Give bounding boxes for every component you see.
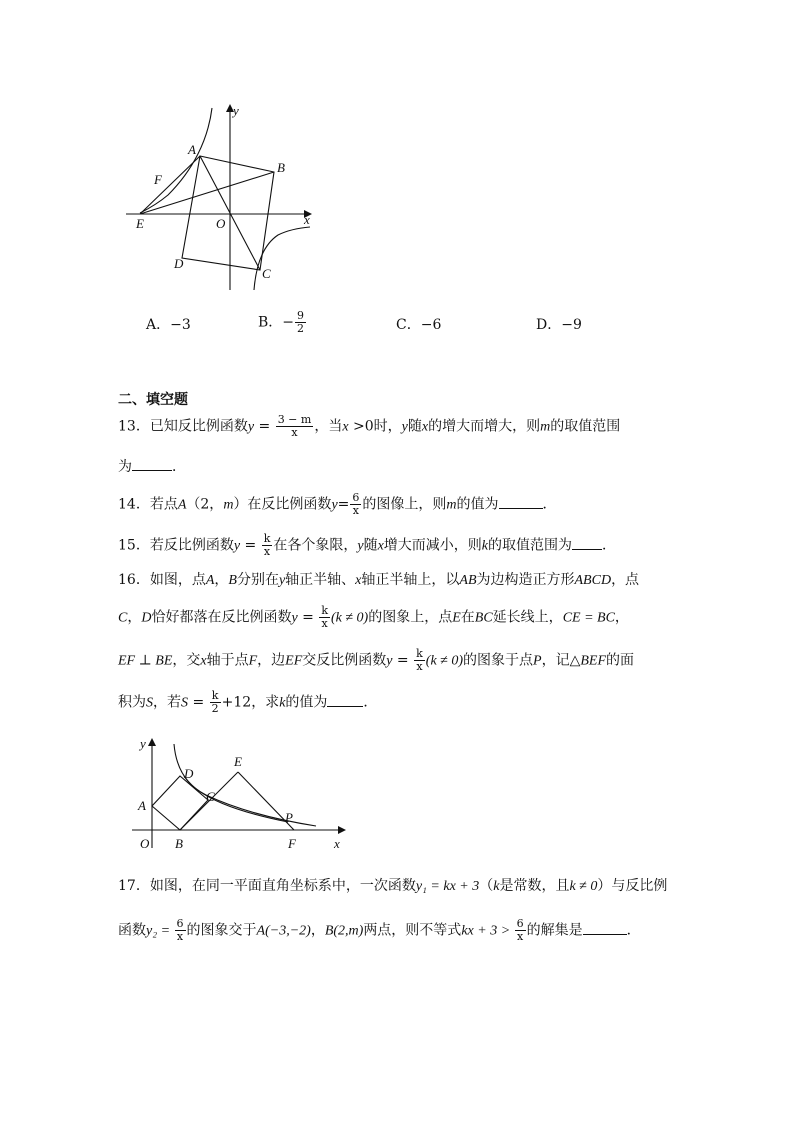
- q17-line2: 函数y₂ = $\frac{6}{x}$ 的图象交于A(−3,−2)，B(2,m)两点，则不等式kx + 3 > $\frac{6}{x}$ 的解集是 ．: [118, 917, 641, 943]
- q13-fraction: $\frac{3 - m}{x}$: [277, 413, 312, 439]
- q13-line1: 13．已知反比例函数y = $\frac{3 - m}{x}$ ，当x >0时，y随x的增大而增大，则m的取值范围: [118, 413, 621, 439]
- q17-fraction-2: $\frac{6}{x}$: [516, 917, 524, 943]
- q12-option-b[interactable]: B．− $\frac{9}{2}$: [258, 309, 305, 335]
- fig2-square-abcd: [152, 776, 208, 830]
- fig1-label-d: D: [174, 256, 184, 271]
- fig1-label-y: y: [233, 103, 239, 118]
- fig1-square-abcd: [182, 156, 274, 270]
- section-heading: 二、填空题: [118, 392, 188, 408]
- fig1-label-b: B: [277, 160, 285, 175]
- q16-fraction-1: $\frac{k}{x}$: [321, 604, 328, 630]
- fig1-label-f: F: [154, 172, 162, 187]
- fig1-hyperbola-left: [140, 108, 212, 213]
- figure-1: [118, 100, 328, 295]
- q17-fraction-1: $\frac{6}{x}$: [176, 917, 184, 943]
- q16-fraction-2: $\frac{k}{x}$: [416, 647, 423, 673]
- q16-line4: 积为S，若S = $\frac{k}{2}$ +12，求k的值为 ．: [118, 689, 378, 715]
- fig2-label-a: A: [138, 798, 146, 813]
- q13-line2: 为 ．: [118, 456, 186, 477]
- q14-answer-blank[interactable]: [499, 494, 543, 509]
- q14-fraction: $\frac{6}{x}$: [352, 491, 360, 517]
- q15-line: 15．若反比例函数y = $\frac{k}{x}$ 在各个象限，y随x增大而减小，则k的取值范围为 ．: [118, 532, 617, 558]
- q12-option-d[interactable]: D．−9: [536, 317, 582, 333]
- fig2-label-y: y: [140, 736, 146, 751]
- fig1-label-c: C: [262, 266, 271, 281]
- q12-b-fraction: $\frac{9}{2}$: [297, 309, 305, 335]
- q15-fraction: $\frac{k}{x}$: [263, 532, 271, 558]
- fig1-label-x: x: [304, 212, 310, 227]
- fig2-x-arrow: [338, 826, 346, 834]
- fig2-label-o: O: [140, 836, 150, 851]
- figure-2: [128, 730, 358, 855]
- fig2-label-x: x: [334, 836, 340, 851]
- q16-line3: EF ⊥ BE，交x轴于点F，边EF交反比例函数y = $\frac{k}{x}$ (k ≠ 0)的图象于点P，记△BEF的面: [118, 647, 635, 673]
- q17-line1: 17．如图，在同一平面直角坐标系中，一次函数y₁ = kx + 3（k是常数，且k ≠ 0）与反比例: [118, 878, 668, 894]
- q12-option-a[interactable]: A．−3: [146, 317, 191, 333]
- fig1-label-o: O: [216, 216, 226, 231]
- fig2-label-d: D: [184, 766, 194, 781]
- fig2-y-arrow: [148, 738, 156, 746]
- fig2-label-p: P: [285, 810, 293, 825]
- q15-answer-blank[interactable]: [572, 535, 602, 550]
- q17-answer-blank[interactable]: [583, 920, 627, 935]
- q12-option-c[interactable]: C．−6: [396, 317, 442, 333]
- fig2-label-c: C: [206, 789, 215, 804]
- q16-line2: C，D恰好都落在反比例函数y = $\frac{k}{x}$ (k ≠ 0)的图象上，点E在BC延长线上，CE = BC，: [118, 604, 629, 630]
- fig1-label-a: A: [188, 142, 196, 157]
- fig2-curve-dp: [184, 776, 288, 822]
- q13-answer-blank[interactable]: [132, 456, 172, 471]
- q16-line1: 16．如图，点A，B分别在y轴正半轴、x轴正半轴上，以AB为边构造正方形ABCD，点: [118, 572, 640, 588]
- fig2-label-f: F: [288, 836, 296, 851]
- fig1-label-e: E: [136, 216, 144, 231]
- q16-answer-blank[interactable]: [327, 692, 363, 707]
- fig2-label-b: B: [175, 836, 183, 851]
- fig2-label-e: E: [234, 754, 242, 769]
- q14-line: 14．若点A（2，m）在反比例函数y= $\frac{6}{x}$ 的图像上，则m的值为 ．: [118, 491, 557, 517]
- q16-fraction-3: $\frac{k}{2}$: [211, 689, 219, 715]
